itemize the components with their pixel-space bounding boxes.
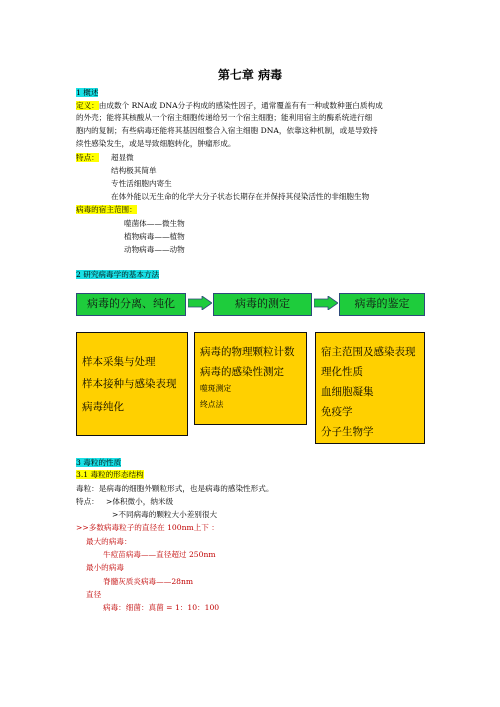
flow-step-identification: 病毒的鉴定 (339, 293, 425, 316)
method-item: 病毒的物理颗粒计数 (200, 346, 295, 358)
method-subitem: 噬斑测定 (200, 384, 232, 393)
smallest-virus-example: 脊髓灰质炎病毒——28nm (103, 577, 194, 586)
method-item: 免疫学 (321, 406, 353, 418)
host-range-label: 病毒的宿主范围： (76, 205, 137, 214)
method-item: 宿主范围及感染表现 (321, 346, 416, 358)
method-item: 分子生物学 (321, 426, 374, 438)
isolation-methods-box (76, 332, 188, 436)
section-2-heading: 2 研究病毒学的基本方法 (76, 270, 160, 279)
page-title: 第七章 病毒 (217, 68, 283, 82)
feature-item: 在体外能以无生命的化学大分子状态长期存在并保持其侵染活性的非细胞生物 (111, 192, 370, 201)
size-note: >>多数病毒粒子的直径在 100nm上下 ： (76, 523, 219, 532)
virion-features-label: 特点： (76, 497, 99, 506)
largest-virus-label: 最大的病毒： (86, 537, 132, 546)
definition-line-2: 的外壳；能将其核酸从一个宿主细胞传递给另一个宿主细胞；能利用宿主的酶系统进行细 (76, 113, 373, 122)
virion-feature: >不同病毒的颗粒大小差别很大 (112, 510, 218, 519)
section-1-heading: 1 概述 (76, 88, 99, 97)
largest-virus-example: 牛痘苗病毒——直径超过 250nm (103, 550, 216, 559)
identification-methods-box (315, 332, 425, 444)
host-item: 动物病毒——动物 (124, 245, 185, 254)
diameter-label: 直径 (86, 590, 102, 599)
definition-line-1: 定义：由成数个 RNA或 DNA分子构成的感染性因子，通常覆盖有有一种或数种蛋白质构成 (76, 101, 383, 110)
virion-definition: 毒粒：是病毒的细胞外颗粒形式，也是病毒的感染性形式。 (76, 484, 274, 493)
flow-arrow-icon (188, 296, 212, 310)
method-item: 血细胞凝集 (321, 386, 374, 398)
smallest-virus-label: 最小的病毒 (86, 563, 124, 572)
flow-step-measurement: 病毒的测定 (213, 293, 312, 316)
size-ratio: 病毒：细菌：真菌 = 1：10：100 (103, 603, 220, 612)
method-item: 样本接种与感染表现 (82, 378, 177, 390)
subsection-3-1-heading: 3.1 毒粒的形态结构 (76, 470, 144, 479)
flow-arrow-icon (314, 296, 338, 310)
method-item: 病毒的感染性测定 (200, 366, 284, 378)
measurement-methods-box (194, 332, 307, 425)
definition-line-3: 胞内的复制；有些病毒还能将其基因组整合入宿主细胞 DNA，依靠这种机制，或是导致持 (76, 126, 378, 135)
features-label: 特点： (76, 153, 99, 162)
flow-step-isolation: 病毒的分离、纯化 (76, 293, 186, 316)
host-item: 噬菌体——微生物 (124, 219, 185, 228)
section-3-heading: 3 毒粒的性质 (76, 458, 122, 467)
feature-item: 结构极其简单 (111, 166, 157, 175)
method-item: 理化性质 (321, 366, 363, 378)
definition-line-4: 续性感染发生，或是导致细胞转化，肿瘤形成。 (76, 139, 236, 148)
feature-item: 专性活细胞内寄生 (111, 179, 172, 188)
method-item: 病毒纯化 (82, 401, 124, 413)
method-subitem: 终点法 (200, 400, 224, 409)
host-item: 植物病毒——植物 (124, 232, 185, 241)
virion-feature: >体积微小，纳米级 (106, 497, 174, 506)
feature-item: 超显微 (111, 153, 134, 162)
method-item: 样本采集与处理 (82, 356, 156, 368)
